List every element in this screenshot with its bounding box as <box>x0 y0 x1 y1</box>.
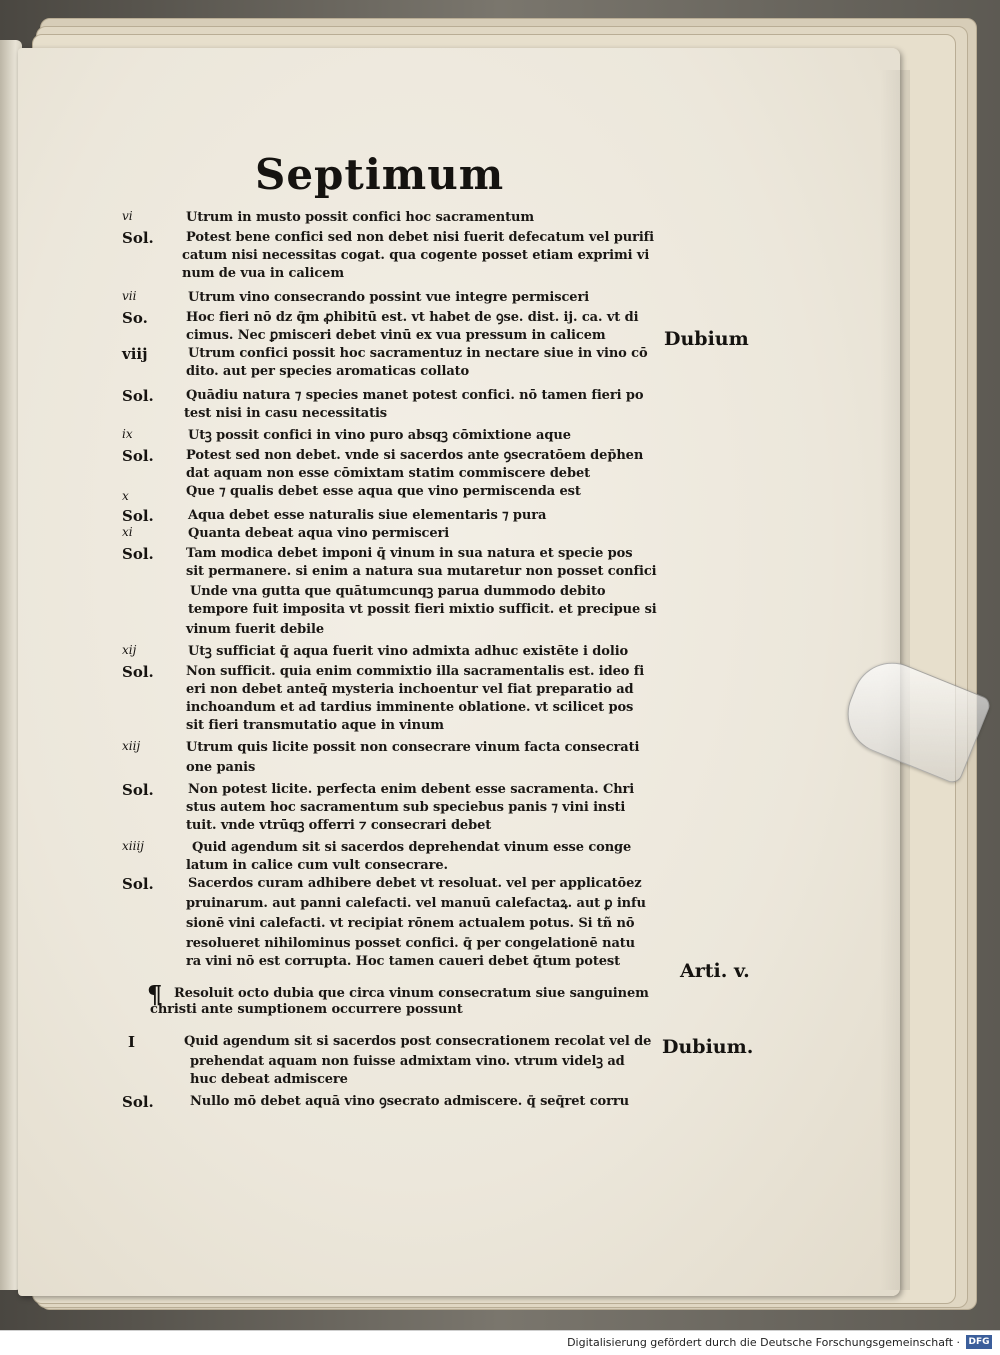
question-number: xi <box>122 525 133 539</box>
text-line: catum nisi necessitas cogat. qua cogente posset etiam exprimi vi <box>182 248 650 263</box>
solution-marker: Sol. <box>122 875 154 893</box>
side-note-dubium: Dubium. <box>662 1036 754 1058</box>
article-label: Arti. v. <box>680 960 750 982</box>
text-line: Hoc fieri nō dz q̄m ꝓhibitū est. vt habet de ꝯse. dist. ij. ca. vt di <box>186 310 639 325</box>
text-line: Sacerdos curam adhibere debet vt resoluat. vel per applicatōez <box>188 876 642 891</box>
text-line: test nisi in casu necessitatis <box>184 406 388 421</box>
text-line: sit permanere. si enim a natura sua mutaretur non posset confici <box>186 564 657 579</box>
text-line: Non potest licite. perfecta enim debent esse sacramenta. Chri <box>188 782 635 797</box>
text-line: dat aquam non esse cōmixtam statim commiscere debet <box>186 466 591 481</box>
side-note-dubium: Dubium <box>664 328 749 350</box>
text-line: num de vua in calicem <box>182 266 344 281</box>
footer-credit: Digitalisierung gefördert durch die Deutsche Forschungsgemeinschaft · <box>567 1336 960 1349</box>
text-line: latum in calice cum vult consecrare. <box>186 858 448 873</box>
text-line: prehendat aquam non fuisse admixtam vino. vtrum videlꝫ ad <box>190 1054 625 1069</box>
text-line: huc debeat admiscere <box>190 1072 348 1087</box>
text-line: Quanta debeat aqua vino permisceri <box>188 526 450 541</box>
question-number: ix <box>122 427 133 441</box>
text-line: pruinarum. aut panni calefacti. vel manuū calefactaꝝ. aut ꝑ infu <box>186 896 646 911</box>
solution-marker: Sol. <box>122 545 154 563</box>
text-line: Unde vna gutta que quātumcunqꝫ parua dummodo debito <box>190 584 606 599</box>
question-number: vi <box>122 209 133 223</box>
solution-marker: Sol. <box>122 1093 154 1111</box>
text-line: tempore fuit imposita vt possit fieri mixtio sufficit. et precipue si <box>188 602 657 617</box>
text-line: Utrum in musto possit confici hoc sacramentum <box>186 210 535 225</box>
text-line: Quādiu natura ⁊ species manet potest confici. nō tamen fieri po <box>186 388 644 403</box>
text-line: stus autem hoc sacramentum sub speciebus panis ⁊ vini insti <box>186 800 626 815</box>
text-line: Potest sed non debet. vnde si sacerdos ante ꝯsecratōem dep̄hen <box>186 448 644 463</box>
text-line: sionē vini calefacti. vt recipiat rōnem actualem potus. Si tñ nō <box>186 916 635 931</box>
text-line: Tam modica debet imponi q̄ vinum in sua natura et specie pos <box>186 546 633 561</box>
text-line: sit fieri transmutatio aque in vinum <box>186 718 444 733</box>
text-line: ra vini nō est corrupta. Hoc tamen caueri debet q̄tum potest <box>186 954 621 969</box>
text-line: Quid agendum sit si sacerdos post consecrationem recolat vel de <box>184 1034 652 1049</box>
section-intro-line: Resoluit octo dubia que circa vinum consecratum siue sanguinem <box>174 986 649 1001</box>
question-number: xiiij <box>122 839 145 853</box>
text-line: Que ⁊ qualis debet esse aqua que vino permiscenda est <box>186 484 581 499</box>
solution-marker: Sol. <box>122 229 154 247</box>
solution-marker: Sol. <box>122 387 154 405</box>
question-number: xij <box>122 643 137 657</box>
text-line: Potest bene confici sed non debet nisi fuerit defecatum vel purifi <box>186 230 654 245</box>
question-number: xiij <box>122 739 141 753</box>
solution-marker: So. <box>122 309 148 327</box>
text-line: Utrum quis licite possit non consecrare vinum facta consecrati <box>186 740 640 755</box>
running-header: Septimum <box>255 150 505 199</box>
text-line: eri non debet anteq̄ mysteria inchoentur vel fiat preparatio ad <box>186 682 634 697</box>
text-line: Aqua debet esse naturalis siue elementaris ⁊ pura <box>188 508 547 523</box>
text-line: cimus. Nec ꝑmisceri debet vinū ex vua pressum in calicem <box>186 328 606 343</box>
section-intro-line: christi ante sumptionem occurrere possunt <box>150 1002 463 1017</box>
text-line: Nullo mō debet aquā vino ꝯsecrato admiscere. q̄ seq̄ret corru <box>190 1094 629 1109</box>
text-line: resolueret nihilominus posset confici. q̄ per congelationē natu <box>186 936 636 951</box>
text-line: tuit. vnde vtrūqꝫ offerri ⁊ consecrari debet <box>186 818 492 833</box>
text-line: Utꝫ sufficiat q̄ aqua fuerit vino admixta adhuc existēte i dolio <box>188 644 629 659</box>
dfg-logo: DFG <box>966 1335 992 1349</box>
text-line: dito. aut per species aromaticas collato <box>186 364 470 379</box>
text-line: Utꝫ possit confici in vino puro absqꝫ cōmixtione aque <box>188 428 571 443</box>
text-line: vinum fuerit debile <box>186 622 325 637</box>
footer-bar <box>0 1330 1000 1355</box>
solution-marker: Sol. <box>122 663 154 681</box>
text-line: Non sufficit. quia enim commixtio illa sacramentalis est. ideo fi <box>186 664 645 679</box>
question-number: I <box>128 1033 136 1051</box>
text-line: Utrum confici possit hoc sacramentuz in nectare siue in vino cō <box>188 346 648 361</box>
pilcrow-mark: ¶ <box>147 980 163 1009</box>
solution-marker: Sol. <box>122 781 154 799</box>
text-line: one panis <box>186 760 256 775</box>
text-line: Quid agendum sit si sacerdos deprehendat vinum esse conge <box>192 840 632 855</box>
solution-marker: viij <box>122 345 148 363</box>
text-line: Utrum vino consecrando possint vue integre permisceri <box>188 290 590 305</box>
text-line: inchoandum et ad tardius imminente oblatione. vt scilicet pos <box>186 700 634 715</box>
question-number: vii <box>122 289 137 303</box>
solution-marker: Sol. <box>122 447 154 465</box>
question-number: x <box>122 489 129 503</box>
solution-marker: Sol. <box>122 507 154 525</box>
